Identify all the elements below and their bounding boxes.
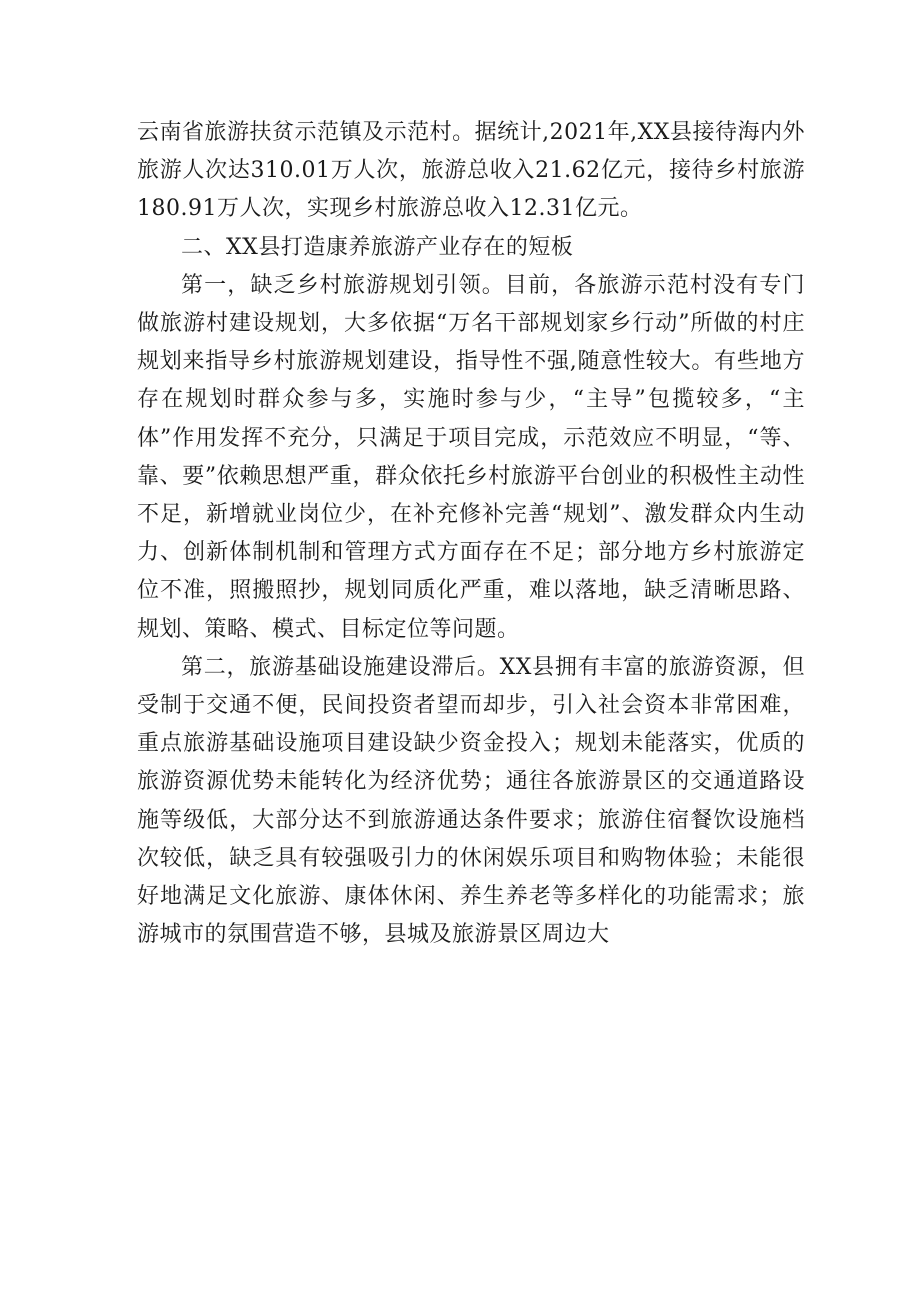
paragraph-tourism-statistics: 云南省旅游扶贫示范镇及示范村。据统计,2021年,XX县接待海内外旅游人次达310.01万人次，旅游总收入21.62亿元，接待乡村旅游180.91万人次，实现乡村旅游总收入12.31亿元。	[137, 120, 805, 222]
document-body	[137, 114, 805, 954]
paragraph-second-infrastructure: 第二，旅游基础设施建设滞后。XX县拥有丰富的旅游资源，但受制于交通不便，民间投资者望而却步，引入社会资本非常困难，重点旅游基础设施项目建设缺少资金投入；规划未能落实，优质的旅游资源优势未能转化为经济优势；通往各旅游景区的交通道路设施等级低，大部分达不到旅游通达条件要求；旅游住宿餐饮设施档次较低，缺乏具有较强吸引力的休闲娱乐项目和购物体验；未能很好地满足文化旅游、康体休闲、养生养老等多样化的功能需求；旅游城市的氛围营造不够，县城及旅游景区周边大	[137, 654, 805, 948]
paragraph-first-planning: 第一，缺乏乡村旅游规划引领。目前，各旅游示范村没有专门做旅游村建设规划，大多依据“万名干部规划家乡行动”所做的村庄规划来指导乡村旅游规划建设，指导性不强,随意性较大。有些地方存在规划时群众参与多，实施时参与少，“主导”包揽较多，“主体”作用发挥不充分，只满足于项目完成，示范效应不明显，“等、靠、要”依赖思想严重，群众依托乡村旅游平台创业的积极性主动性不足，新增就业岗位少，在补充修补完善“规划”、激发群众内生动力、创新体制机制和管理方式方面存在不足；部分地方乡村旅游定位不准，照搬照抄，规划同质化严重，难以落地，缺乏清晰思路、规划、策略、模式、目标定位等问题。	[137, 272, 805, 642]
section-heading-shortcomings: 二、XX县打造康养旅游产业存在的短板	[181, 234, 574, 260]
